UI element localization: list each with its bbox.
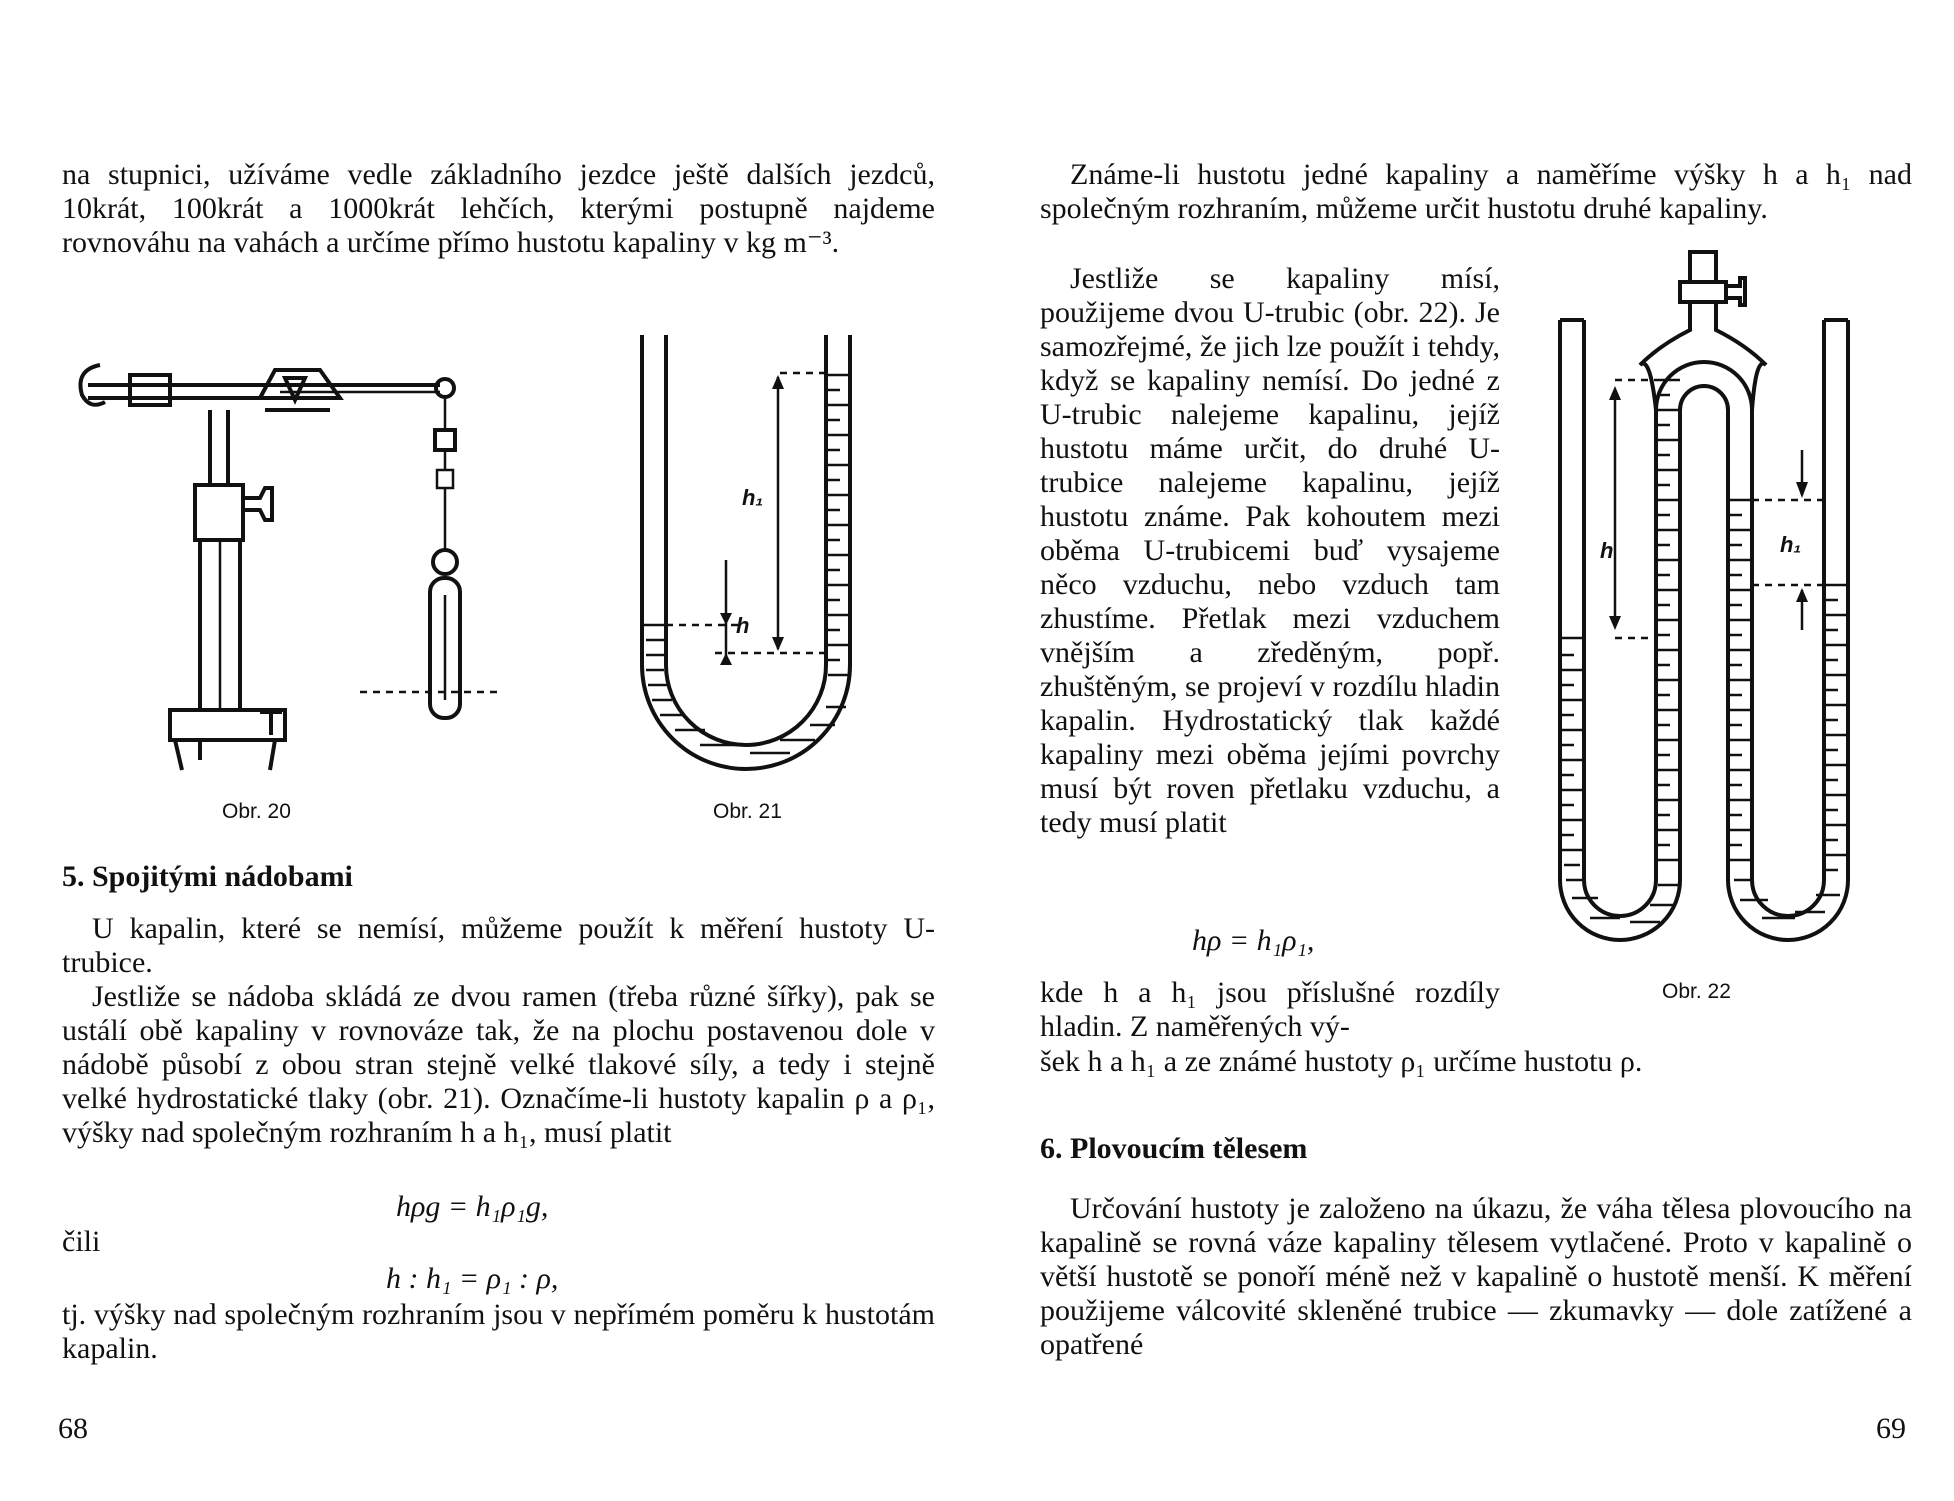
figure-22-label-h: h (1600, 538, 1614, 563)
figure-22-double-u-tube (1540, 250, 1910, 950)
page-number-left: 68 (58, 1412, 88, 1445)
right-paragraph-3b: šek h a h₁ a ze známé hustoty ρ₁ určíme hustotu ρ. (1040, 1045, 1643, 1078)
cili-word: čili (62, 1225, 101, 1258)
formula-1: hρg = h₁ρ₁g, (396, 1190, 549, 1223)
right-paragraph-3a: kde h a h₁ jsou příslušné rozdíly hladin. Z naměřených vý- (1040, 976, 1500, 1043)
figure-21-label-h: h (736, 613, 750, 638)
section-5-title: 5. Spojitými nádobami (62, 860, 353, 893)
right-paragraph-2: Jestliže se kapaliny mísí, použijeme dvou U-trubic (obr. 22). Je samozřejmé, že jich lze použít i tehdy, když se kapaliny nemísí. Do jedné z U-trubic nalejeme kapalinu, jejíž hustotu máme určit, do druhé U-trubice nalejeme kapalinu, jejíž hustotu známe. Pak kohoutem mezi oběma U-trubicemi buď vysajeme něco vzduchu, nebo vzduch tam zhustíme. Přetlak mezi vzduchem vnějším a zředěným, popř. zhuštěným, se projeví v rozdílu hladin kapalin. Hydrostatický tlak každé kapaliny mezi oběma jejími povrchy musí být roven přetlaku vzduchu, a tedy musí platit (1040, 262, 1500, 839)
figure-20-balance (60, 340, 480, 790)
section-5-paragraph-2: Jestliže se nádoba skládá ze dvou ramen (třeba různé šířky), pak se ustálí obě kapaliny v rovnováze tak, že na plochu postavenou dole v nádobě působí z obou stran stejně velké tlakové síly, a tedy i stejně velké hydrostatické tlaky (obr. 21). Označíme-li hustoty kapalin ρ a ρ₁, výšky nad společným rozhraním h a h₁, musí platit (62, 980, 935, 1149)
section-6-paragraph-1: Určování hustoty je založeno na úkazu, že váha tělesa plovoucího na kapalině se rovná váze kapaliny tělesem vytlačené. Proto v kapalině o větší hustotě se ponoří méně než v kapalině o hustotě menší. K měření použijeme válcovité skleněné trubice — zkumavky — dole zatížené a opatřené (1040, 1192, 1912, 1361)
page-number-right: 69 (1876, 1412, 1906, 1445)
figure-21-caption: Obr. 21 (713, 800, 782, 823)
section-5-paragraph-3: tj. výšky nad společným rozhraním jsou v nepřímém poměru k hustotám kapalin. (62, 1298, 935, 1365)
figure-20-caption: Obr. 20 (222, 800, 291, 823)
intro-paragraph: na stupnici, užíváme vedle základního jezdce ještě dalších jezdců, 10krát, 100krát a 1000krát lehčích, kterými postupně najdeme rovnováhu na vahách a určíme přímo hustotu kapaliny v kg m⁻³. (62, 158, 935, 259)
formula-2: h : h₁ = ρ₁ : ρ, (386, 1262, 559, 1295)
figure-21-u-tube (630, 335, 870, 785)
section-5-paragraph-1: U kapalin, které se nemísí, můžeme použít k měření hustoty U-trubice. (62, 912, 935, 979)
formula-3: hρ = h₁ρ₁, (1192, 924, 1315, 957)
figure-22-label-h1: h₁ (1780, 532, 1802, 557)
figure-21-label-h1: h₁ (742, 485, 764, 510)
right-paragraph-1: Známe-li hustotu jedné kapaliny a naměříme výšky h a h₁ nad společným rozhraním, můžeme určit hustotu druhé kapaliny. (1040, 158, 1912, 225)
figure-22-caption: Obr. 22 (1662, 980, 1731, 1003)
section-6-title: 6. Plovoucím tělesem (1040, 1132, 1308, 1165)
section-5-body (62, 912, 935, 1150)
